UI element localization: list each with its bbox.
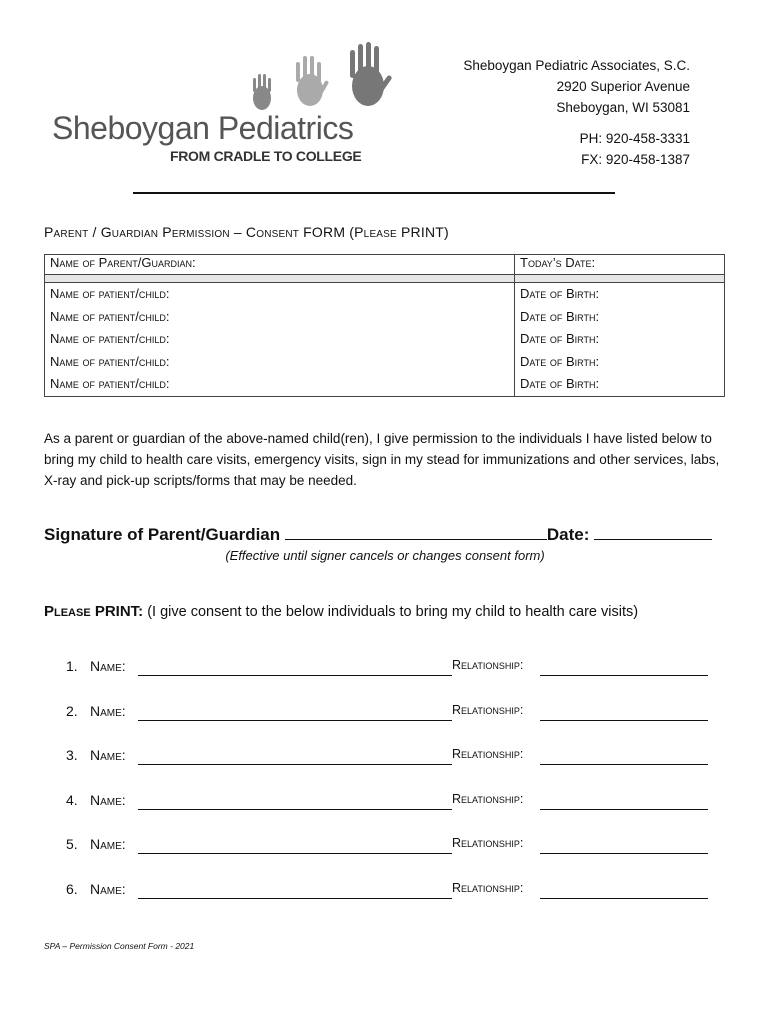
please-print-heading (44, 603, 638, 620)
name-blank[interactable] (138, 881, 452, 899)
consent-list (66, 658, 726, 925)
dob-row[interactable]: Date of Birth: (520, 308, 600, 324)
please-print-text: (I give consent to the below individuals to bring my child to health care visits) (147, 604, 639, 620)
name-label: Name: (90, 658, 126, 674)
effective-note: (Effective until signer cancels or changes consent form) (225, 548, 545, 563)
child-names-column[interactable] (45, 283, 515, 397)
dob-row[interactable]: Date of Birth: (520, 353, 600, 369)
child-name-row[interactable]: Name of patient/child: (50, 286, 170, 301)
dob-row[interactable]: Date of Birth: (520, 286, 600, 301)
patient-info-table (44, 254, 725, 397)
relationship-label: Relationship: (452, 836, 524, 850)
dob-column[interactable] (515, 283, 725, 397)
name-blank[interactable] (138, 836, 452, 854)
relationship-label: Relationship: (452, 747, 524, 761)
todays-date-field[interactable] (515, 255, 725, 275)
list-item (66, 881, 726, 926)
name-label: Name: (90, 791, 126, 808)
hands-logo-icon (242, 40, 402, 120)
list-item (66, 747, 726, 792)
item-number: 4. (66, 791, 78, 808)
practice-logo (52, 40, 362, 170)
dob-row[interactable]: Date of Birth: (520, 376, 600, 391)
relationship-blank[interactable] (540, 881, 708, 899)
child-name-row[interactable]: Name of patient/child: (50, 308, 170, 324)
form-title: Parent / Guardian Permission – Consent FORM (Please PRINT) (44, 224, 449, 240)
name-blank[interactable] (138, 747, 452, 765)
header-divider (133, 192, 615, 194)
relationship-blank[interactable] (540, 747, 708, 765)
name-label: Name: (90, 836, 126, 852)
child-name-row[interactable]: Name of patient/child: (50, 376, 170, 391)
signature-line[interactable] (44, 523, 712, 545)
permission-paragraph: As a parent or guardian of the above-named child(ren), I give permission to the individuals I have listed below to bring my child to health care visits, emergency visits, sign in my stead for immunizations and other services, labs, X-ray and pick-up scripts/forms that may be needed. (44, 431, 720, 488)
form-footer: SPA – Permission Consent Form - 2021 (44, 941, 195, 951)
logo-title: Sheboygan Pediatrics (52, 110, 354, 146)
relationship-blank[interactable] (540, 836, 708, 854)
child-name-row[interactable]: Name of patient/child: (50, 331, 170, 346)
city-state-zip: Sheboygan, WI 53081 (556, 100, 690, 115)
relationship-label: Relationship: (452, 880, 524, 895)
list-item (66, 836, 726, 881)
item-number: 1. (66, 658, 78, 674)
list-item (66, 792, 726, 837)
item-number: 6. (66, 880, 78, 897)
logo-tagline: FROM CRADLE TO COLLEGE (170, 148, 362, 164)
name-label: Name: (90, 702, 126, 719)
item-number: 2. (66, 702, 78, 719)
list-item (66, 658, 726, 703)
relationship-blank[interactable] (540, 703, 708, 721)
dob-row[interactable]: Date of Birth: (520, 331, 600, 346)
todays-date-label: Today’s Date: (520, 255, 596, 270)
parent-name-label: Name of Parent/Guardian: (50, 255, 196, 270)
child-name-row[interactable]: Name of patient/child: (50, 353, 170, 369)
phone-number: PH: 920-458-3331 (579, 131, 690, 146)
name-label: Name: (90, 747, 126, 763)
signature-blank[interactable] (285, 523, 547, 540)
practice-name: Sheboygan Pediatric Associates, S.C. (463, 58, 690, 73)
name-label: Name: (90, 880, 126, 897)
item-number: 5. (66, 836, 78, 852)
list-item (66, 703, 726, 748)
item-number: 3. (66, 747, 78, 763)
relationship-blank[interactable] (540, 792, 708, 810)
relationship-label: Relationship: (452, 658, 524, 672)
signature-date-blank[interactable] (594, 523, 712, 540)
practice-address (463, 55, 690, 170)
name-blank[interactable] (138, 792, 452, 810)
please-print-label: Please PRINT: (44, 603, 144, 620)
street-address: 2920 Superior Avenue (556, 79, 690, 94)
parent-name-field[interactable] (45, 255, 515, 275)
signature-date-label: Date: (546, 525, 590, 544)
fax-number: FX: 920-458-1387 (581, 152, 690, 167)
signature-label: Signature of Parent/Guardian (44, 525, 281, 544)
relationship-blank[interactable] (540, 658, 708, 676)
relationship-label: Relationship: (452, 702, 524, 717)
relationship-label: Relationship: (452, 791, 524, 806)
name-blank[interactable] (138, 703, 452, 721)
name-blank[interactable] (138, 658, 452, 676)
